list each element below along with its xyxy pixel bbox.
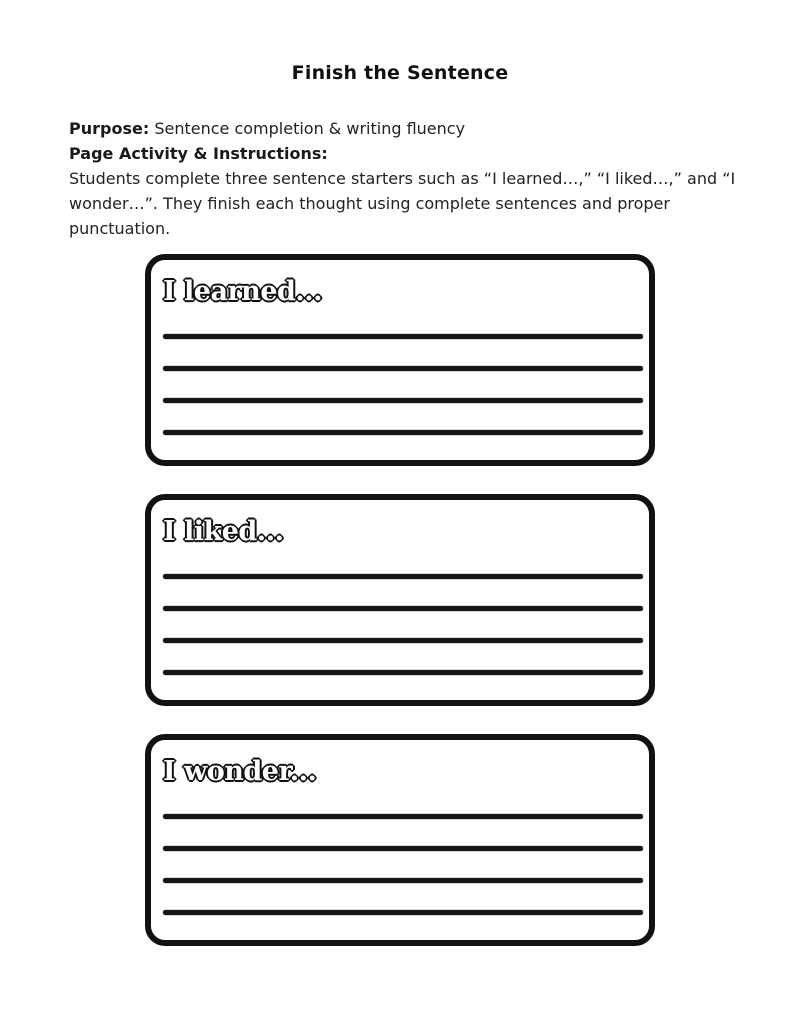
page-title: Finish the Sentence	[291, 62, 509, 84]
writing-line[interactable]	[163, 814, 643, 819]
wonder-prompt: I wonder...	[163, 756, 317, 787]
writing-line[interactable]	[163, 638, 643, 643]
liked-prompt: I liked...	[163, 516, 284, 547]
liked-card	[145, 494, 655, 706]
writing-line[interactable]	[163, 398, 643, 403]
instructions-text: Students complete three sentence starters such as “I learned…,” “I liked…,” and “I wonder…”. They finish each thought using complete sentences and proper punctuation.	[69, 169, 736, 238]
intro-section	[69, 116, 739, 241]
writing-line[interactable]	[163, 606, 643, 611]
wonder-card	[145, 734, 655, 946]
learned-card	[145, 254, 655, 466]
learned-prompt: I learned...	[163, 276, 323, 307]
writing-line[interactable]	[163, 574, 643, 579]
writing-line[interactable]	[163, 846, 643, 851]
writing-line[interactable]	[163, 334, 643, 339]
writing-line[interactable]	[163, 670, 643, 675]
purpose-line	[69, 116, 739, 141]
writing-line[interactable]	[163, 910, 643, 915]
writing-line[interactable]	[163, 430, 643, 435]
writing-line[interactable]	[163, 878, 643, 883]
writing-line[interactable]	[163, 366, 643, 371]
purpose-text: Sentence completion & writing fluency	[154, 119, 466, 138]
instructions-label: Page Activity & Instructions:	[69, 144, 328, 163]
purpose-label: Purpose:	[69, 119, 150, 138]
